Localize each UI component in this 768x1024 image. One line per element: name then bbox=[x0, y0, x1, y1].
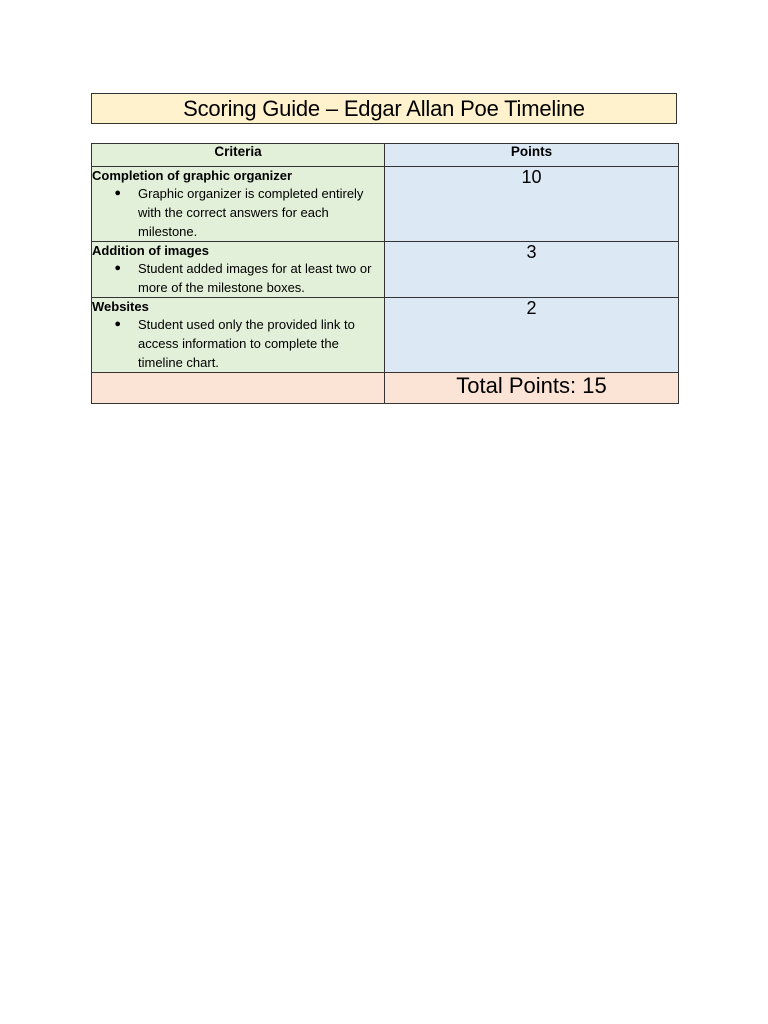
total-row bbox=[92, 373, 679, 404]
criteria-description: Student used only the provided link to access information to complete the timeline chart. bbox=[138, 317, 355, 370]
total-points: Total Points: 15 bbox=[385, 373, 679, 404]
points-header: Points bbox=[385, 144, 679, 167]
bullet-icon: ● bbox=[114, 262, 121, 274]
criteria-bullet bbox=[92, 184, 384, 241]
criteria-bullet bbox=[92, 259, 384, 297]
criteria-title: Completion of graphic organizer bbox=[92, 168, 293, 183]
criteria-title: Websites bbox=[92, 299, 149, 314]
table-header-row bbox=[92, 144, 679, 167]
table-row bbox=[92, 167, 679, 242]
page-title: Scoring Guide – Edgar Allan Poe Timeline bbox=[91, 93, 677, 124]
criteria-cell bbox=[92, 242, 385, 298]
total-empty-cell bbox=[92, 373, 385, 404]
scoring-table bbox=[91, 143, 679, 404]
points-cell: 3 bbox=[385, 242, 679, 298]
bullet-icon: ● bbox=[114, 318, 121, 330]
criteria-description: Student added images for at least two or more of the milestone boxes. bbox=[138, 261, 372, 295]
criteria-header: Criteria bbox=[92, 144, 385, 167]
bullet-icon: ● bbox=[114, 187, 121, 199]
criteria-cell bbox=[92, 298, 385, 373]
criteria-description: Graphic organizer is completed entirely with the correct answers for each milestone. bbox=[138, 186, 364, 239]
points-cell: 2 bbox=[385, 298, 679, 373]
criteria-cell bbox=[92, 167, 385, 242]
points-cell: 10 bbox=[385, 167, 679, 242]
criteria-bullet bbox=[92, 315, 384, 372]
criteria-title: Addition of images bbox=[92, 243, 209, 258]
table-row bbox=[92, 242, 679, 298]
table-row bbox=[92, 298, 679, 373]
